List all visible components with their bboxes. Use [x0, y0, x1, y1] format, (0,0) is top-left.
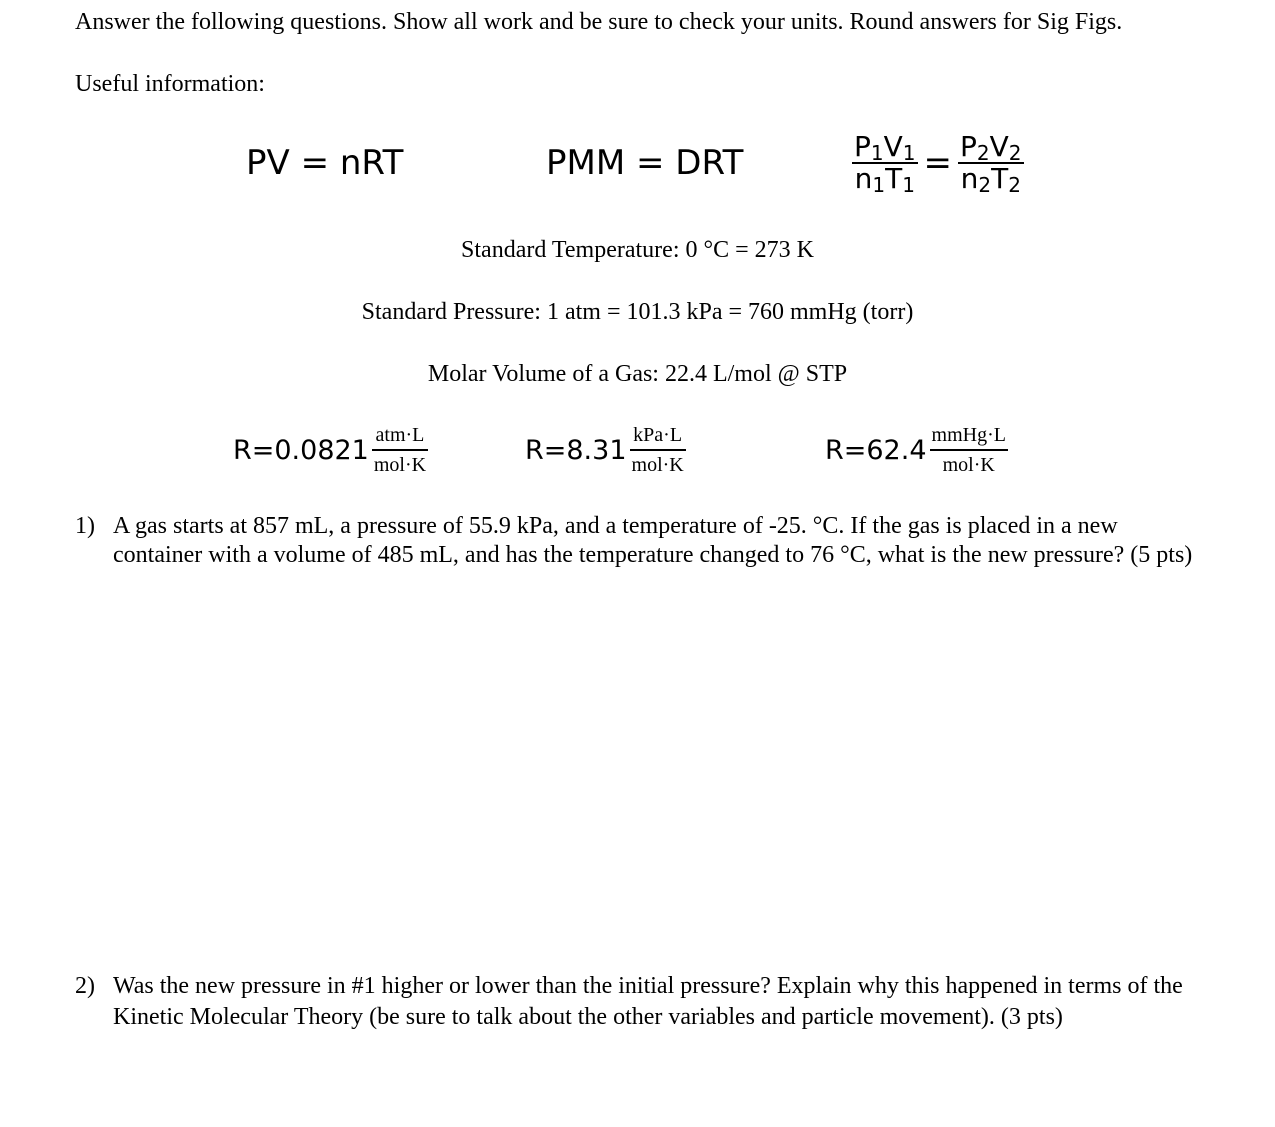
- subscript: 2: [978, 173, 992, 197]
- question-text: Was the new pressure in #1 higher or lower than the initial pressure? Explain why this happened in terms of the Kinetic Molecular Theory (be sure to talk about the other variables and particle movement). (3 pts): [113, 973, 1183, 1030]
- combined-right-fraction: [958, 130, 1024, 197]
- standard-temperature: Standard Temperature: 0 °C = 273 K: [461, 237, 814, 263]
- fraction-bar: [372, 449, 428, 451]
- gas-constant-value: R=0.0821: [233, 434, 369, 466]
- gas-constant-value: R=8.31: [525, 434, 627, 466]
- subscript: 2: [1008, 141, 1022, 165]
- subscript: 2: [1008, 173, 1021, 197]
- fraction-bar: [630, 449, 686, 451]
- useful-information-label: Useful information:: [75, 71, 265, 97]
- units-denominator: mol·K: [373, 454, 427, 476]
- question-2: [75, 971, 1205, 1033]
- fraction-bar: [930, 449, 1008, 451]
- instructions: Answer the following questions. Show all work and be sure to check your units. Round answers for Sig Figs.: [75, 9, 1123, 35]
- symbol: P: [960, 130, 977, 163]
- standard-pressure: Standard Pressure: 1 atm = 101.3 kPa = 760 mmHg (torr): [361, 299, 914, 325]
- units-denominator: mol·K: [631, 454, 684, 476]
- subscript: 1: [870, 141, 884, 165]
- units-numerator: mmHg·L: [931, 424, 1006, 446]
- gas-constant-atm: [233, 423, 428, 477]
- question-number: 2): [75, 973, 95, 999]
- combined-left-denominator: [853, 162, 917, 197]
- combined-right-denominator: [959, 162, 1023, 197]
- question-number: 1): [75, 513, 95, 539]
- gas-constant-mmhg: [825, 423, 1008, 477]
- question-text: A gas starts at 857 mL, a pressure of 55.9 kPa, and a temperature of -25. °C. If the gas is placed in a new container with a volume of 485 mL, and has the temperature changed to 76 °C, what is the new pressure? (5 pts): [113, 513, 1193, 568]
- combined-gas-law-equation: [852, 130, 1024, 197]
- equals-sign: =: [923, 143, 953, 183]
- symbol: n: [854, 162, 873, 195]
- gas-constant-units: [630, 423, 686, 477]
- gas-constant-units: [930, 423, 1008, 477]
- molar-volume: Molar Volume of a Gas: 22.4 L/mol @ STP: [427, 361, 848, 387]
- symbol: V: [883, 130, 903, 163]
- symbol: n: [960, 162, 979, 195]
- gas-constant-units: [372, 423, 428, 477]
- combined-left-fraction: [852, 130, 918, 197]
- combined-left-numerator: [852, 130, 918, 165]
- units-numerator: atm·L: [375, 424, 425, 446]
- ideal-gas-law-equation: PV = nRT: [246, 143, 404, 183]
- symbol: T: [991, 162, 1009, 195]
- subscript: 1: [902, 173, 915, 197]
- combined-right-numerator: [958, 130, 1024, 165]
- units-numerator: kPa·L: [633, 424, 683, 446]
- subscript: 1: [872, 173, 886, 197]
- subscript: 1: [902, 141, 916, 165]
- gas-constant-kpa: [525, 423, 686, 477]
- gas-constant-value: R=62.4: [825, 434, 927, 466]
- question-1: [75, 512, 1205, 570]
- symbol: V: [989, 130, 1009, 163]
- density-gas-law-equation: PMM = DRT: [546, 143, 744, 183]
- symbol: P: [854, 130, 871, 163]
- subscript: 2: [976, 141, 990, 165]
- symbol: T: [885, 162, 903, 195]
- units-denominator: mol·K: [942, 454, 995, 476]
